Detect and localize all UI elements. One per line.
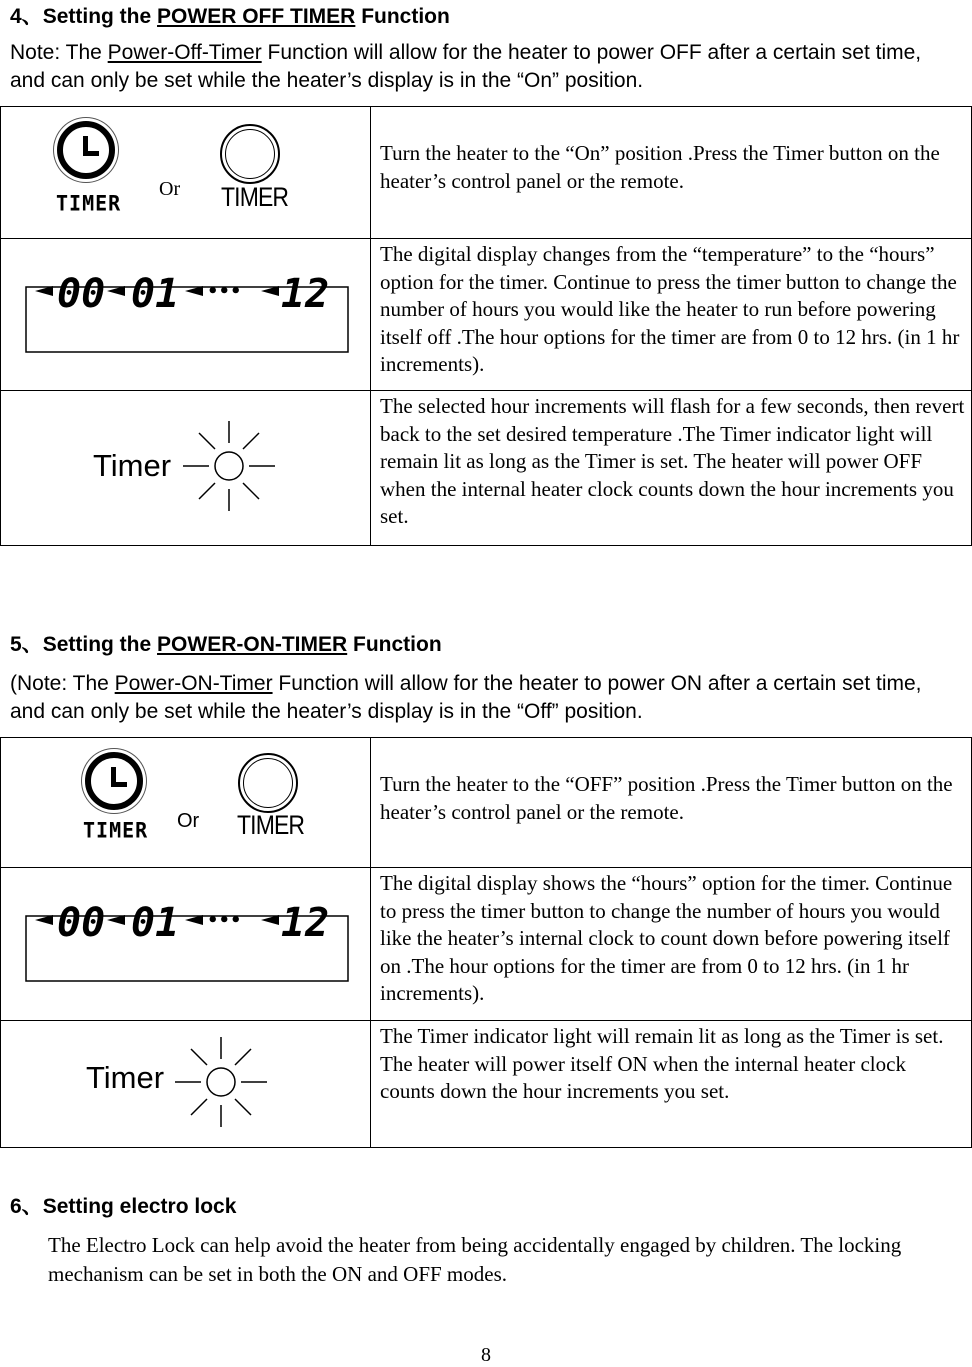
timer-button-label: TIMER: [237, 810, 305, 840]
row-2-text: The digital display changes from the “temperature” to the “hours” option for the timer. Continue to press the timer button to change the number of hours you would like the heater to run before powering itself off .The hour options for the timer are from 0 to 12 hrs. (in 1 hr increments).: [371, 239, 972, 391]
digit-12: 12: [281, 900, 330, 946]
timer-icon-label: TIMER: [83, 817, 149, 843]
digital-display-icon: [25, 894, 351, 984]
section-5-heading: [10, 628, 442, 658]
table-row: [1, 738, 972, 868]
note-keyword: Power-Off-Timer: [107, 41, 262, 64]
timer-indicator-cell: [1, 1021, 371, 1148]
digit-00: 00: [57, 271, 106, 317]
row-3-text: The Timer indicator light will remain lit as long as the Timer is set. The heater will power itself ON when the internal heater clock counts down the hour increments you set.: [371, 1021, 972, 1148]
row-2-text: The digital display shows the “hours” option for the timer. Continue to press the timer button to change the number of hours you would like the heater’s internal clock to count down before powering itself on .The hour options for the timer are from 0 to 12 hrs. (in 1 hr increments).: [371, 868, 972, 1021]
digit-01: 01: [131, 271, 180, 317]
timer-button-icon: [238, 753, 298, 813]
note-prefix: (Note: The: [10, 672, 115, 695]
note-suffix: Function will allow for the heater to power OFF after a certain set time, and can only be set while the heater’s display is in the “On” position.: [10, 41, 922, 92]
clock-icon: [85, 752, 143, 810]
heading-suffix: Function: [347, 633, 442, 656]
heading-title: Setting electro lock: [42, 1195, 237, 1218]
section-4-table: [0, 106, 972, 546]
timer-icon-label: TIMER: [56, 190, 122, 216]
section-5-note: [10, 670, 960, 726]
section-4-note: [10, 39, 960, 95]
section-number: 6、: [10, 1195, 43, 1218]
section-6-heading: [10, 1190, 236, 1220]
digital-display-cell: [1, 868, 371, 1021]
timer-icons-cell: [1, 107, 371, 239]
timer-indicator-label: Timer: [93, 448, 172, 483]
timer-indicator-cell: [1, 391, 371, 546]
heading-keyword: POWER OFF TIMER: [157, 5, 356, 28]
digit-01: 01: [131, 900, 180, 946]
table-row: [1, 391, 972, 546]
clock-icon: [57, 121, 115, 179]
timer-icons-cell: [1, 738, 371, 868]
or-label: Or: [177, 810, 200, 832]
section-number: 4、: [10, 5, 43, 28]
digit-12: 12: [281, 271, 330, 317]
sun-light-icon: [173, 1037, 273, 1127]
table-row: [1, 239, 972, 391]
section-number: 5、: [10, 633, 43, 656]
digital-display-icon: [25, 265, 351, 355]
note-keyword: Power-ON-Timer: [114, 672, 273, 695]
display-dots: •••: [207, 910, 242, 931]
table-row: [1, 868, 972, 1021]
timer-button-icon: [220, 124, 280, 184]
timer-indicator-label: Timer: [86, 1060, 165, 1095]
table-row: [1, 1021, 972, 1148]
display-dots: •••: [207, 281, 242, 302]
section-4-heading: [10, 0, 450, 30]
sun-light-icon: [181, 421, 281, 511]
page-number: 8: [481, 1344, 491, 1366]
heading-prefix: Setting the: [42, 633, 158, 656]
heading-suffix: Function: [355, 5, 450, 28]
or-label: Or: [159, 178, 181, 200]
heading-keyword: POWER-ON-TIMER: [157, 633, 348, 656]
row-1-text: Turn the heater to the “OFF” position .Press the Timer button on the heater’s control panel or the remote.: [371, 738, 972, 868]
section-5-table: [0, 737, 972, 1148]
digital-display-cell: [1, 239, 371, 391]
row-3-text: The selected hour increments will flash for a few seconds, then revert back to the set desired temperature .The Timer indicator light will remain lit as long as the Timer is set. The heater will power OFF when the internal heater clock counts down the hour increments you set.: [371, 391, 972, 546]
digit-00: 00: [57, 900, 106, 946]
table-row: [1, 107, 972, 239]
row-1-text: Turn the heater to the “On” position .Press the Timer button on the heater’s control panel or the remote.: [371, 107, 972, 239]
section-6-body: The Electro Lock can help avoid the heater from being accidentally engaged by children. The locking mechanism can be set in both the ON and OFF modes.: [48, 1233, 902, 1286]
heading-prefix: Setting the: [42, 5, 158, 28]
timer-button-label: TIMER: [221, 182, 289, 212]
note-prefix: Note: The: [10, 41, 108, 64]
note-suffix: Function will allow for the heater to power ON after a certain set time, and can only be set while the heater’s display is in the “Off” position.: [10, 672, 922, 723]
